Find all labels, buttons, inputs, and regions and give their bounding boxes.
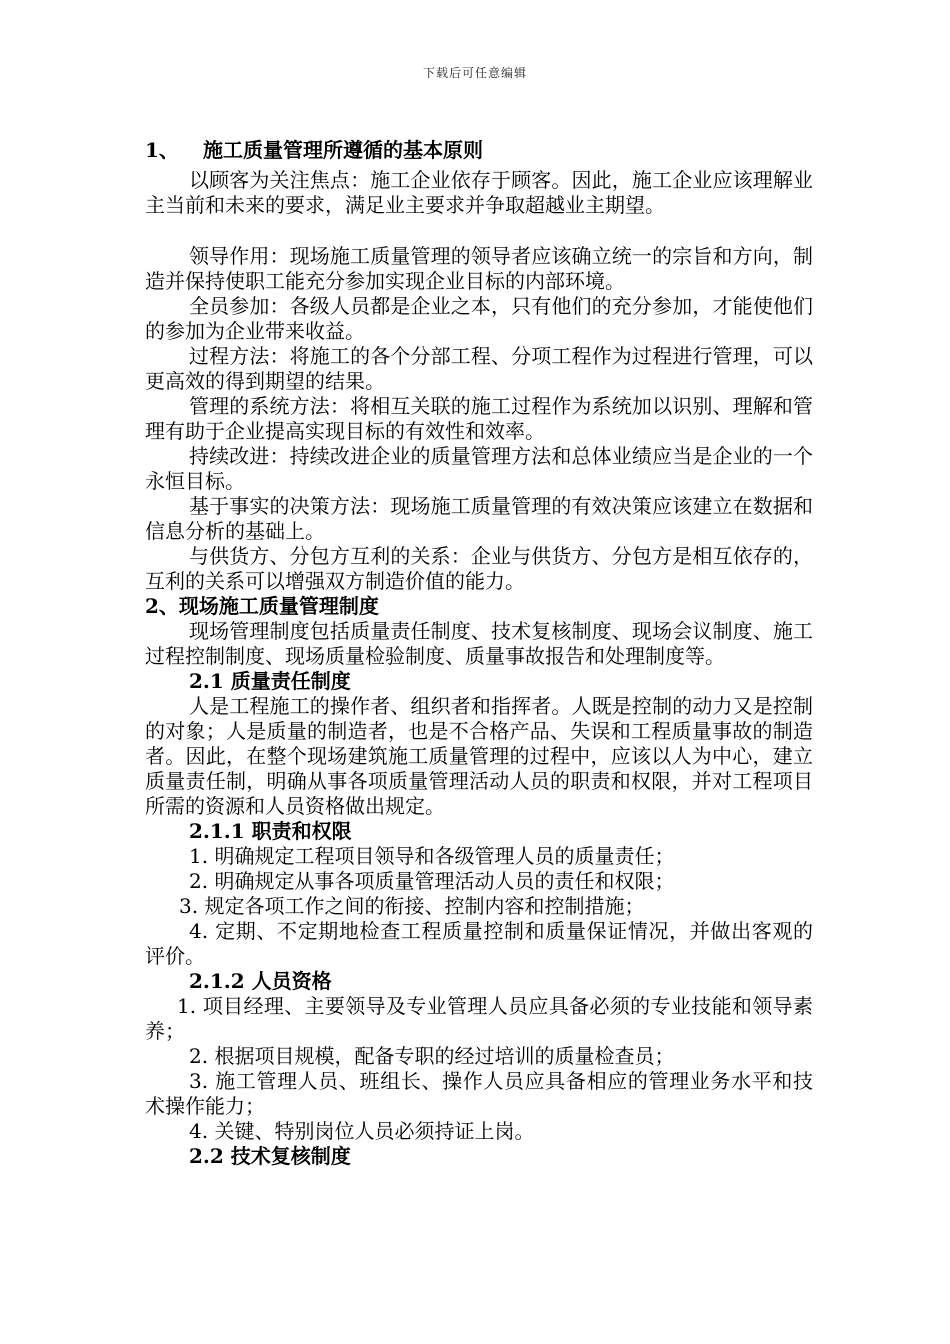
principle-process: 过程方法：将施工的各个分部工程、分项工程作为过程进行管理，可以更高效的得到期望的结果。 [145, 344, 813, 393]
principle-involvement: 全员参加：各级人员都是企业之本，只有他们的充分参加，才能使他们的参加为企业带来收益。 [145, 294, 813, 343]
principle-leadership: 领导作用：现场施工质量管理的领导者应该确立统一的宗旨和方向，制造并保持使职工能充分参加实现企业目标的内部环境。 [145, 244, 813, 293]
page-header: 下载后可任意编辑 [422, 66, 527, 80]
document-body [145, 138, 813, 1169]
list-item: 1. 项目经理、主要领导及专业管理人员应具备必须的专业技能和领导素养； [145, 994, 813, 1043]
principle-improvement: 持续改进：持续改进企业的质量管理方法和总体业绩应当是企业的一个永恒目标。 [145, 444, 813, 493]
section-2-1-heading: 2.1 质量责任制度 [189, 669, 351, 693]
list-item: 4. 定期、不定期地检查工程质量控制和质量保证情况，并做出客观的评价。 [145, 919, 813, 968]
list-item: 3. 施工管理人员、班组长、操作人员应具备相应的管理业务水平和技术操作能力； [145, 1069, 813, 1118]
principle-system: 管理的系统方法：将相互关联的施工过程作为系统加以识别、理解和管理有助于企业提高实现目标的有效性和效率。 [145, 394, 813, 443]
principle-customer-focus: 以顾客为关注焦点：施工企业依存于顾客。因此，施工企业应该理解业主当前和未来的要求，满足业主要求并争取超越业主期望。 [145, 168, 813, 217]
list-item: 1. 明确规定工程项目领导和各级管理人员的质量责任； [189, 844, 675, 868]
list-item: 3. 规定各项工作之间的衔接、控制内容和控制措施； [179, 894, 645, 918]
list-item: 4. 关键、特别岗位人员必须持证上岗。 [189, 1119, 535, 1143]
section-1-title: 施工质量管理所遵循的基本原则 [203, 138, 483, 162]
list-item: 2. 根据项目规模，配备专职的经过培训的质量检查员； [189, 1044, 675, 1068]
section-2-1-2-heading: 2.1.2 人员资格 [189, 969, 332, 993]
list-item: 2. 明确规定从事各项质量管理活动人员的责任和权限； [189, 869, 675, 893]
blank-line [145, 218, 813, 244]
section-2-heading: 2、现场施工质量管理制度 [145, 594, 379, 618]
section-1-number: 1、 [145, 138, 179, 162]
section-2-1-1-heading: 2.1.1 职责和权限 [189, 819, 352, 843]
principle-supplier: 与供货方、分包方互利的关系：企业与供货方、分包方是相互依存的，互利的关系可以增强双方制造价值的能力。 [145, 544, 813, 593]
section-2-2-heading: 2.2 技术复核制度 [189, 1144, 351, 1168]
section-2-1-body: 人是工程施工的操作者、组织者和指挥者。人既是控制的动力又是控制的对象；人是质量的制造者，也是不合格产品、失误和工程质量事故的制造者。因此，在整个现场建筑施工质量管理的过程中，应该以人为中心，建立质量责任制，明确从事各项质量管理活动人员的职责和权限，并对工程项目所需的资源和人员资格做出规定。 [145, 694, 813, 818]
section-1-heading [145, 138, 813, 164]
section-2-intro: 现场管理制度包括质量责任制度、技术复核制度、现场会议制度、施工过程控制制度、现场质量检验制度、质量事故报告和处理制度等。 [145, 619, 813, 668]
principle-fact-based: 基于事实的决策方法：现场施工质量管理的有效决策应该建立在数据和信息分析的基础上。 [145, 494, 813, 543]
